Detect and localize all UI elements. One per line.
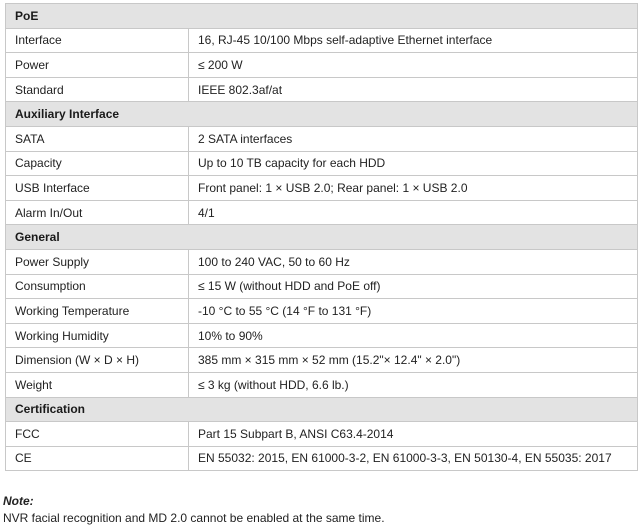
spec-label: CE <box>6 446 189 471</box>
spec-value: 385 mm × 315 mm × 52 mm (15.2"× 12.4" × 2.0") <box>189 348 638 373</box>
spec-label: Working Humidity <box>6 323 189 348</box>
section-header-poe <box>6 4 638 29</box>
spec-row <box>6 126 638 151</box>
spec-label: Weight <box>6 372 189 397</box>
section-title: PoE <box>6 4 638 29</box>
spec-value: 2 SATA interfaces <box>189 126 638 151</box>
spec-value: Front panel: 1 × USB 2.0; Rear panel: 1 × USB 2.0 <box>189 176 638 201</box>
section-title: Auxiliary Interface <box>6 102 638 127</box>
spec-label: Dimension (W × D × H) <box>6 348 189 373</box>
section-title: General <box>6 225 638 250</box>
note-text: NVR facial recognition and MD 2.0 cannot be enabled at the same time. <box>3 511 385 525</box>
section-title: Certification <box>6 397 638 422</box>
spec-label: Alarm In/Out <box>6 200 189 225</box>
spec-row <box>6 249 638 274</box>
spec-row <box>6 176 638 201</box>
spec-value: 10% to 90% <box>189 323 638 348</box>
spec-label: Working Temperature <box>6 299 189 324</box>
spec-value: IEEE 802.3af/at <box>189 77 638 102</box>
note <box>3 493 385 527</box>
spec-value: ≤ 3 kg (without HDD, 6.6 lb.) <box>189 372 638 397</box>
spec-value: EN 55032: 2015, EN 61000-3-2, EN 61000-3-3, EN 50130-4, EN 55035: 2017 <box>189 446 638 471</box>
spec-row <box>6 372 638 397</box>
spec-label: Power <box>6 53 189 78</box>
spec-value: ≤ 200 W <box>189 53 638 78</box>
spec-row <box>6 422 638 447</box>
section-header-auxiliary-interface <box>6 102 638 127</box>
spec-label: Power Supply <box>6 249 189 274</box>
note-title: Note: <box>3 494 34 508</box>
spec-label: Capacity <box>6 151 189 176</box>
spec-row <box>6 53 638 78</box>
spec-label: Standard <box>6 77 189 102</box>
spec-value: 4/1 <box>189 200 638 225</box>
spec-row <box>6 200 638 225</box>
spec-value: 100 to 240 VAC, 50 to 60 Hz <box>189 249 638 274</box>
spec-row <box>6 446 638 471</box>
spec-row <box>6 348 638 373</box>
spec-label: Consumption <box>6 274 189 299</box>
spec-row <box>6 299 638 324</box>
spec-label: Interface <box>6 28 189 53</box>
section-header-general <box>6 225 638 250</box>
spec-row <box>6 77 638 102</box>
spec-value: Up to 10 TB capacity for each HDD <box>189 151 638 176</box>
spec-value: 16, RJ-45 10/100 Mbps self-adaptive Ethernet interface <box>189 28 638 53</box>
section-header-certification <box>6 397 638 422</box>
spec-row <box>6 274 638 299</box>
spec-row <box>6 151 638 176</box>
spec-table <box>5 3 638 471</box>
spec-row <box>6 28 638 53</box>
spec-label: FCC <box>6 422 189 447</box>
spec-row <box>6 323 638 348</box>
spec-label: USB Interface <box>6 176 189 201</box>
spec-value: Part 15 Subpart B, ANSI C63.4-2014 <box>189 422 638 447</box>
spec-label: SATA <box>6 126 189 151</box>
spec-value: -10 °C to 55 °C (14 °F to 131 °F) <box>189 299 638 324</box>
spec-value: ≤ 15 W (without HDD and PoE off) <box>189 274 638 299</box>
